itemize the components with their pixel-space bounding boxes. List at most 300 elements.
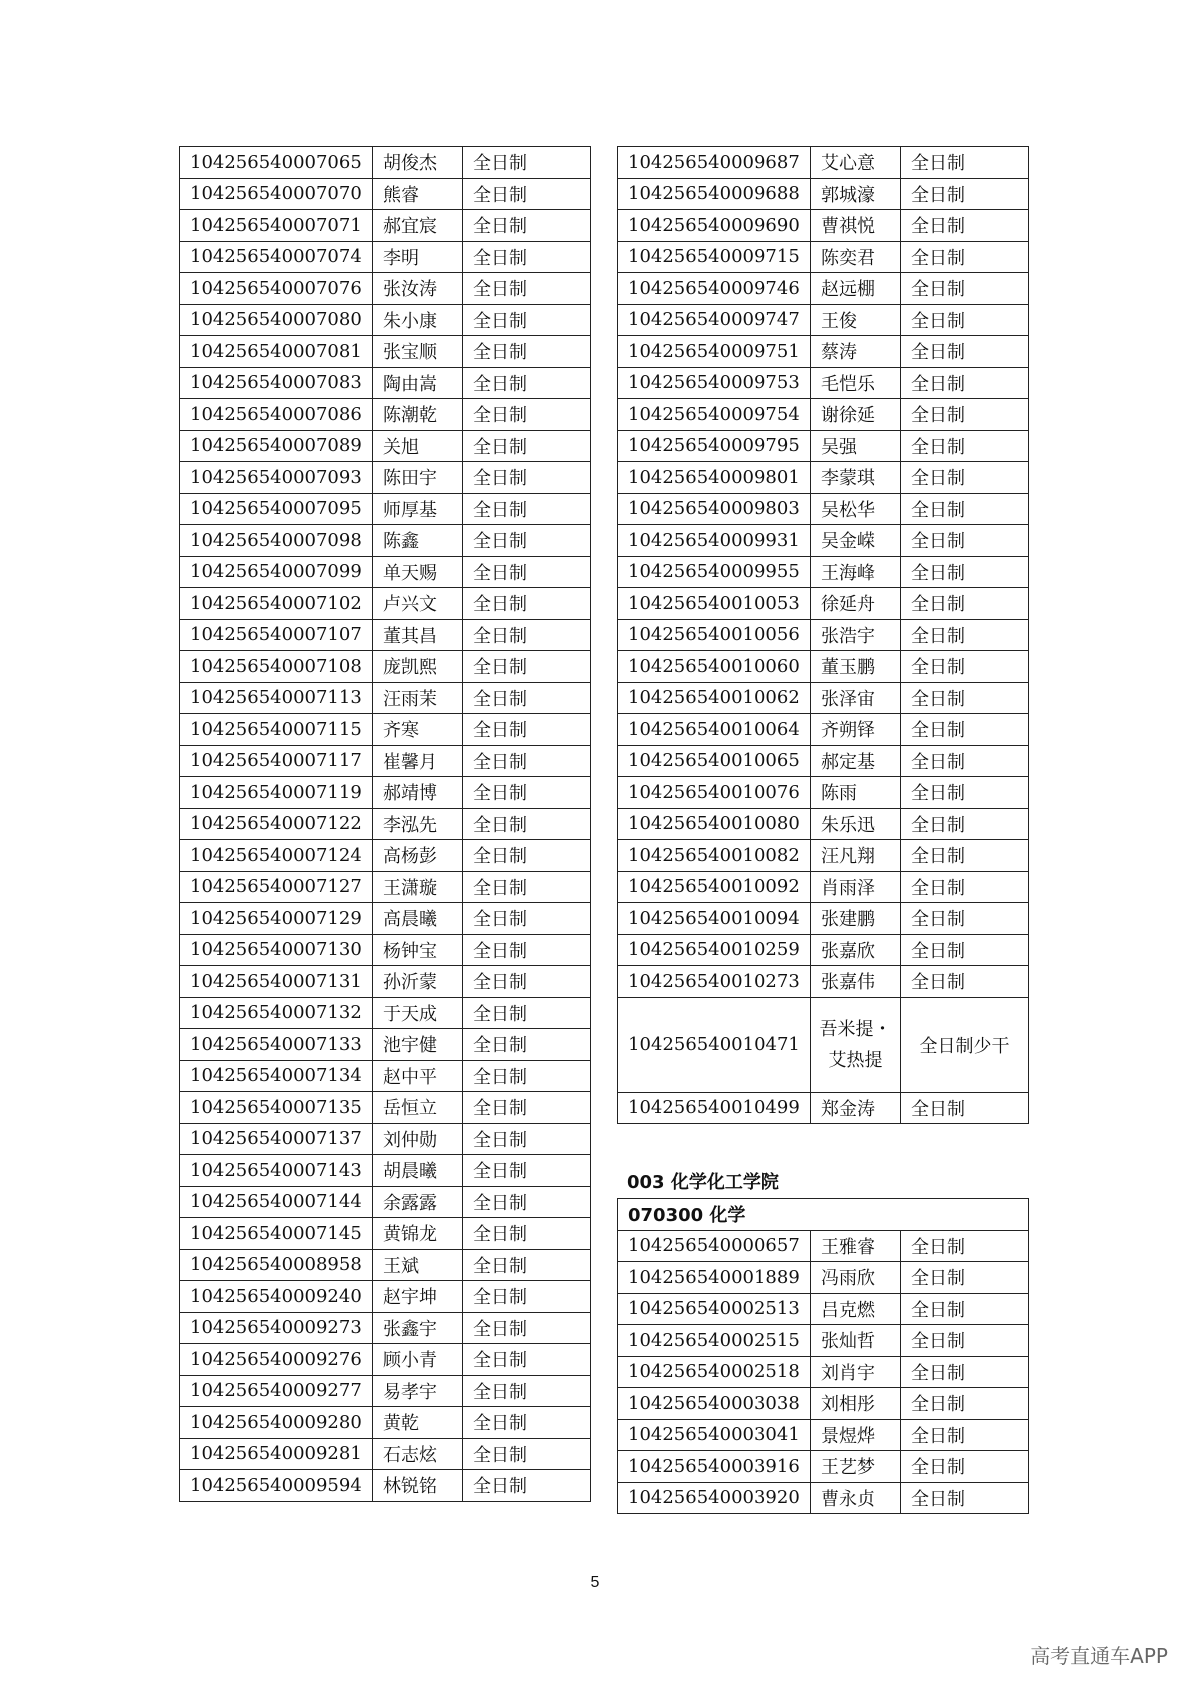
table-row (618, 399, 1029, 431)
study-mode: 全日制 (901, 903, 1029, 935)
student-name: 董玉鹏 (811, 651, 901, 683)
student-id: 104256540007080 (180, 304, 373, 336)
student-name: 易孝宇 (373, 1375, 463, 1407)
table-row (180, 1249, 591, 1281)
study-mode: 全日制 (901, 525, 1029, 557)
table-row (618, 903, 1029, 935)
study-mode: 全日制 (901, 1262, 1029, 1294)
student-id: 104256540007093 (180, 462, 373, 494)
study-mode: 全日制 (901, 840, 1029, 872)
study-mode: 全日制 (463, 1029, 591, 1061)
student-name: 黄乾 (373, 1407, 463, 1439)
table-row (180, 1218, 591, 1250)
student-id: 104256540007115 (180, 714, 373, 746)
table-row (180, 1375, 591, 1407)
study-mode: 全日制 (463, 1470, 591, 1502)
student-name: 顾小青 (373, 1344, 463, 1376)
student-id: 104256540010471 (618, 997, 811, 1092)
right-table-body (618, 147, 1029, 998)
study-mode: 全日制 (463, 1281, 591, 1313)
student-name: 张汝涛 (373, 273, 463, 305)
study-mode: 全日制 (463, 1407, 591, 1439)
table-row (180, 178, 591, 210)
study-mode: 全日制 (901, 651, 1029, 683)
study-mode: 全日制 (463, 1218, 591, 1250)
student-id: 104256540007122 (180, 808, 373, 840)
student-id: 104256540007113 (180, 682, 373, 714)
table-row (180, 619, 591, 651)
study-mode: 全日制 (901, 210, 1029, 242)
study-mode: 全日制 (463, 462, 591, 494)
student-name: 单天赐 (373, 556, 463, 588)
student-name: 张泽宙 (811, 682, 901, 714)
study-mode: 全日制 (463, 493, 591, 525)
table-row (618, 367, 1029, 399)
table-row (180, 1092, 591, 1124)
table-row (618, 304, 1029, 336)
table-row (180, 588, 591, 620)
student-name: 张鑫宇 (373, 1312, 463, 1344)
study-mode: 全日制 (901, 1293, 1029, 1325)
student-name: 肖雨泽 (811, 871, 901, 903)
student-id: 104256540009931 (618, 525, 811, 557)
student-id: 104256540007086 (180, 399, 373, 431)
student-id: 104256540007135 (180, 1092, 373, 1124)
student-id: 104256540010259 (618, 934, 811, 966)
student-id: 104256540009753 (618, 367, 811, 399)
study-mode: 全日制 (901, 399, 1029, 431)
study-mode: 全日制 (463, 304, 591, 336)
student-name: 陈雨 (811, 777, 901, 809)
table-row (180, 399, 591, 431)
student-name: 池宇健 (373, 1029, 463, 1061)
student-id: 104256540010065 (618, 745, 811, 777)
study-mode: 全日制 (463, 525, 591, 557)
student-id: 104256540007133 (180, 1029, 373, 1061)
student-name: 吴松华 (811, 493, 901, 525)
student-name: 熊睿 (373, 178, 463, 210)
table-row (618, 525, 1029, 557)
student-name: 景煜烨 (811, 1419, 901, 1451)
table-row (618, 619, 1029, 651)
student-name: 庞凯熙 (373, 651, 463, 683)
table-row (618, 210, 1029, 242)
study-mode: 全日制 (901, 273, 1029, 305)
study-mode: 全日制 (901, 966, 1029, 998)
table-row (618, 1230, 1029, 1262)
study-mode: 全日制 (901, 304, 1029, 336)
table-row (618, 840, 1029, 872)
table-row (180, 1029, 591, 1061)
student-id: 104256540010094 (618, 903, 811, 935)
table-row (180, 1344, 591, 1376)
student-id: 104256540007117 (180, 745, 373, 777)
study-mode: 全日制 (901, 1482, 1029, 1514)
student-name: 王海峰 (811, 556, 901, 588)
student-name: 陈奕君 (811, 241, 901, 273)
table-row (618, 336, 1029, 368)
student-id: 104256540007107 (180, 619, 373, 651)
student-name: 徐延舟 (811, 588, 901, 620)
study-mode: 全日制 (463, 1375, 591, 1407)
student-id: 104256540007089 (180, 430, 373, 462)
study-mode: 全日制 (463, 1344, 591, 1376)
student-name: 谢徐延 (811, 399, 901, 431)
study-mode: 全日制 (463, 588, 591, 620)
major-heading-row (618, 1199, 1029, 1231)
student-name: 吴强 (811, 430, 901, 462)
student-id: 104256540007134 (180, 1060, 373, 1092)
table-row (180, 714, 591, 746)
student-name: 吴金嵘 (811, 525, 901, 557)
study-mode: 全日制 (901, 934, 1029, 966)
chemistry-table-body (618, 1230, 1029, 1514)
student-name: 陈田宇 (373, 462, 463, 494)
table-row (180, 1407, 591, 1439)
table-row (180, 1060, 591, 1092)
table-row-special (618, 997, 1029, 1092)
table-row (180, 840, 591, 872)
study-mode: 全日制 (463, 1092, 591, 1124)
student-id: 104256540007070 (180, 178, 373, 210)
student-id: 104256540007083 (180, 367, 373, 399)
table-row (618, 273, 1029, 305)
study-mode: 全日制 (463, 1312, 591, 1344)
student-name: 胡俊杰 (373, 147, 463, 179)
table-row (180, 1186, 591, 1218)
table-row (180, 273, 591, 305)
student-name: 高杨彭 (373, 840, 463, 872)
student-id: 104256540010064 (618, 714, 811, 746)
student-name: 关旭 (373, 430, 463, 462)
student-id: 104256540007098 (180, 525, 373, 557)
table-row (618, 745, 1029, 777)
student-name: 吾米提・艾热提 (811, 997, 901, 1092)
table-row (180, 745, 591, 777)
study-mode: 全日制 (463, 777, 591, 809)
study-mode: 全日制 (463, 430, 591, 462)
study-mode: 全日制 (901, 1451, 1029, 1483)
student-id: 104256540007074 (180, 241, 373, 273)
student-id: 104256540009801 (618, 462, 811, 494)
student-name: 李蒙琪 (811, 462, 901, 494)
student-id: 104256540003038 (618, 1388, 811, 1420)
student-id: 104256540009240 (180, 1281, 373, 1313)
study-mode: 全日制 (463, 241, 591, 273)
student-name: 张嘉欣 (811, 934, 901, 966)
study-mode: 全日制 (463, 273, 591, 305)
student-id: 104256540002515 (618, 1325, 811, 1357)
table-row (180, 462, 591, 494)
table-row (180, 525, 591, 557)
student-name: 朱小康 (373, 304, 463, 336)
student-id: 104256540009746 (618, 273, 811, 305)
table-row (618, 966, 1029, 998)
student-name: 胡晨曦 (373, 1155, 463, 1187)
student-id: 104256540007108 (180, 651, 373, 683)
table-row (180, 871, 591, 903)
student-id: 104256540009747 (618, 304, 811, 336)
table-row (180, 777, 591, 809)
student-id: 104256540007119 (180, 777, 373, 809)
student-id: 104256540010060 (618, 651, 811, 683)
student-name: 郭城濠 (811, 178, 901, 210)
student-name: 赵宇坤 (373, 1281, 463, 1313)
student-name: 董其昌 (373, 619, 463, 651)
student-name: 齐寒 (373, 714, 463, 746)
student-name: 郑金涛 (811, 1092, 901, 1124)
table-row (618, 808, 1029, 840)
table-row (618, 871, 1029, 903)
study-mode: 全日制 (901, 178, 1029, 210)
student-name: 陈鑫 (373, 525, 463, 557)
table-row (180, 1438, 591, 1470)
table-row (618, 1293, 1029, 1325)
student-name: 毛恺乐 (811, 367, 901, 399)
student-id: 104256540007131 (180, 966, 373, 998)
table-row (618, 651, 1029, 683)
study-mode: 全日制 (463, 745, 591, 777)
student-id: 104256540009795 (618, 430, 811, 462)
student-name: 孙沂蒙 (373, 966, 463, 998)
student-id: 104256540007143 (180, 1155, 373, 1187)
table-row (180, 934, 591, 966)
student-name: 汪雨茉 (373, 682, 463, 714)
student-id: 104256540009281 (180, 1438, 373, 1470)
student-name: 黄锦龙 (373, 1218, 463, 1250)
study-mode: 全日制 (901, 777, 1029, 809)
study-mode: 全日制 (463, 651, 591, 683)
student-name: 郝宜宸 (373, 210, 463, 242)
student-name: 卢兴文 (373, 588, 463, 620)
student-name: 曹永贞 (811, 1482, 901, 1514)
student-name: 冯雨欣 (811, 1262, 901, 1294)
student-name: 张嘉伟 (811, 966, 901, 998)
student-id: 104256540010076 (618, 777, 811, 809)
student-id: 104256540009751 (618, 336, 811, 368)
student-id: 104256540007129 (180, 903, 373, 935)
table-row (618, 682, 1029, 714)
table-row (180, 1312, 591, 1344)
student-name: 师厚基 (373, 493, 463, 525)
study-mode: 全日制 (463, 399, 591, 431)
study-mode: 全日制 (901, 1388, 1029, 1420)
table-row (618, 147, 1029, 179)
student-id: 104256540003920 (618, 1482, 811, 1514)
study-mode: 全日制 (901, 714, 1029, 746)
table-row (180, 682, 591, 714)
table-row (180, 367, 591, 399)
study-mode: 全日制 (463, 619, 591, 651)
study-mode: 全日制 (463, 367, 591, 399)
table-row (618, 588, 1029, 620)
study-mode: 全日制 (463, 840, 591, 872)
study-mode: 全日制 (463, 808, 591, 840)
student-id: 104256540002513 (618, 1293, 811, 1325)
student-id: 104256540010082 (618, 840, 811, 872)
student-name: 曹祺悦 (811, 210, 901, 242)
student-id: 104256540007071 (180, 210, 373, 242)
table-row (618, 1451, 1029, 1483)
page-number: 5 (590, 1574, 600, 1591)
student-id: 104256540009277 (180, 1375, 373, 1407)
table-row (618, 178, 1029, 210)
table-row (180, 997, 591, 1029)
student-name: 吕克燃 (811, 1293, 901, 1325)
study-mode: 全日制 (901, 430, 1029, 462)
study-mode: 全日制 (463, 903, 591, 935)
admission-list-left (179, 146, 591, 1502)
table-row (180, 1470, 591, 1502)
right-table-extra (618, 997, 1029, 1124)
table-row (618, 1356, 1029, 1388)
table-row (180, 1281, 591, 1313)
student-id: 104256540009594 (180, 1470, 373, 1502)
table-row (618, 714, 1029, 746)
study-mode: 全日制 (901, 745, 1029, 777)
study-mode: 全日制 (901, 493, 1029, 525)
table-row (180, 430, 591, 462)
student-name: 朱乐迅 (811, 808, 901, 840)
study-mode: 全日制 (463, 966, 591, 998)
student-id: 104256540007099 (180, 556, 373, 588)
student-id: 104256540009955 (618, 556, 811, 588)
student-id: 104256540010053 (618, 588, 811, 620)
major-heading: 070300 化学 (618, 1199, 1029, 1231)
student-name: 刘相彤 (811, 1388, 901, 1420)
student-name: 余露露 (373, 1186, 463, 1218)
study-mode: 全日制 (463, 934, 591, 966)
left-table-body (180, 147, 591, 1502)
table-row (180, 241, 591, 273)
table-row (180, 1123, 591, 1155)
table-row (618, 777, 1029, 809)
study-mode: 全日制 (901, 367, 1029, 399)
table-row (618, 1419, 1029, 1451)
study-mode: 全日制 (901, 682, 1029, 714)
student-id: 104256540007137 (180, 1123, 373, 1155)
study-mode: 全日制 (463, 682, 591, 714)
student-name: 李泓先 (373, 808, 463, 840)
student-name: 岳恒立 (373, 1092, 463, 1124)
student-name: 林锐铭 (373, 1470, 463, 1502)
student-name: 王潇璇 (373, 871, 463, 903)
study-mode: 全日制 (901, 1092, 1029, 1124)
student-name: 齐朔铎 (811, 714, 901, 746)
table-row (618, 556, 1029, 588)
student-name: 赵中平 (373, 1060, 463, 1092)
student-name: 崔馨月 (373, 745, 463, 777)
study-mode: 全日制 (463, 210, 591, 242)
student-name: 杨钟宝 (373, 934, 463, 966)
student-name: 刘肖宇 (811, 1356, 901, 1388)
student-name: 高晨曦 (373, 903, 463, 935)
student-id: 104256540000657 (618, 1230, 811, 1262)
study-mode: 全日制 (463, 1249, 591, 1281)
student-id: 104256540007132 (180, 997, 373, 1029)
student-id: 104256540009273 (180, 1312, 373, 1344)
student-name: 刘仲勋 (373, 1123, 463, 1155)
table-row (618, 1482, 1029, 1514)
student-id: 104256540010273 (618, 966, 811, 998)
student-id: 104256540007081 (180, 336, 373, 368)
study-mode: 全日制 (901, 808, 1029, 840)
table-row (618, 934, 1029, 966)
major-heading-body (618, 1199, 1029, 1231)
study-mode: 全日制 (463, 1155, 591, 1187)
student-name: 王斌 (373, 1249, 463, 1281)
student-id: 104256540007095 (180, 493, 373, 525)
student-id: 104256540007102 (180, 588, 373, 620)
student-name: 石志炫 (373, 1438, 463, 1470)
student-name: 赵远棚 (811, 273, 901, 305)
study-mode: 全日制 (901, 871, 1029, 903)
table-row (180, 1155, 591, 1187)
student-id: 104256540010062 (618, 682, 811, 714)
table-row (618, 1325, 1029, 1357)
study-mode: 全日制 (463, 714, 591, 746)
student-id: 104256540007130 (180, 934, 373, 966)
study-mode: 全日制 (463, 336, 591, 368)
study-mode: 全日制 (463, 1186, 591, 1218)
student-name: 王艺梦 (811, 1451, 901, 1483)
student-name: 张灿哲 (811, 1325, 901, 1357)
table-row (180, 808, 591, 840)
student-name: 王雅睿 (811, 1230, 901, 1262)
study-mode: 全日制 (901, 1356, 1029, 1388)
student-name: 张宝顺 (373, 336, 463, 368)
student-id: 104256540009688 (618, 178, 811, 210)
student-name: 陶由嵩 (373, 367, 463, 399)
study-mode: 全日制 (463, 178, 591, 210)
table-row (618, 241, 1029, 273)
student-id: 104256540009803 (618, 493, 811, 525)
student-id: 104256540010080 (618, 808, 811, 840)
study-mode: 全日制 (901, 556, 1029, 588)
study-mode: 全日制 (901, 1419, 1029, 1451)
study-mode: 全日制 (901, 588, 1029, 620)
student-id: 104256540010092 (618, 871, 811, 903)
student-id: 104256540009690 (618, 210, 811, 242)
student-name: 张浩宇 (811, 619, 901, 651)
table-row (618, 430, 1029, 462)
student-id: 104256540007124 (180, 840, 373, 872)
student-name: 艾心意 (811, 147, 901, 179)
student-id: 104256540007076 (180, 273, 373, 305)
study-mode: 全日制 (463, 147, 591, 179)
student-id: 104256540010056 (618, 619, 811, 651)
table-row (180, 210, 591, 242)
table-row (180, 493, 591, 525)
student-name: 李明 (373, 241, 463, 273)
study-mode: 全日制少干 (901, 997, 1029, 1092)
study-mode: 全日制 (901, 619, 1029, 651)
study-mode: 全日制 (463, 997, 591, 1029)
table-row (180, 966, 591, 998)
student-name: 王俊 (811, 304, 901, 336)
table-row (180, 336, 591, 368)
student-name: 蔡涛 (811, 336, 901, 368)
student-name: 于天成 (373, 997, 463, 1029)
student-id: 104256540007144 (180, 1186, 373, 1218)
table-row (180, 304, 591, 336)
table-row (618, 462, 1029, 494)
student-id: 104256540007065 (180, 147, 373, 179)
table-row (180, 903, 591, 935)
table-row (180, 556, 591, 588)
study-mode: 全日制 (463, 556, 591, 588)
student-id: 104256540007145 (180, 1218, 373, 1250)
